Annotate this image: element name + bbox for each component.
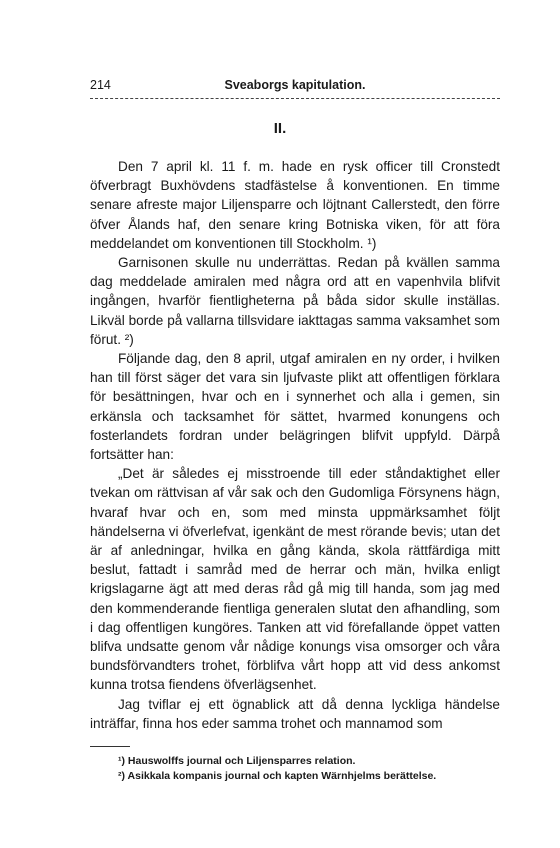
paragraph: Följande dag, den 8 april, utgaf amiralen en ny order, i hvilken han till först säger det vara sin ljufvaste plikt att offentligen förklara för besättningen, hvar och en i synnerhet och alla i gemen, sin erkänsla och tacksamhet för sättet, hvarmed konungens och fosterlandets fordran under belägringen blifvit uppfyld. Därpå fortsätter han:: [90, 351, 500, 463]
page-header: [90, 78, 500, 96]
running-title: Sveaborgs kapitulation.: [224, 78, 366, 92]
paragraph: Den 7 april kl. 11 f. m. hade en rysk officer till Cronstedt öfverbragt Buxhövdens stadfästelse å konventionen. En timme senare afreste major Liljensparre och löjtnant Callerstedt, den förre öfver Ålands haf, den senare kring Botniska viken, för att föra meddelandet om konventionen till Stockholm. ¹): [90, 159, 500, 251]
footnotes: [118, 754, 508, 784]
paragraph: Garnisonen skulle nu underrättas. Redan på kvällen samma dag meddelade amiralen med några ord att en vapenhvila blifvit ingången, hvarför fientligheterna på båda sidor skulle inställas. Likväl borde på vallarna tillsvidare iakttagas samma vaksamhet som förut. ²): [90, 255, 500, 347]
header-divider: [90, 98, 500, 99]
page-number: 214: [90, 78, 111, 92]
paragraph: „Det är således ej misstroende till eder ståndaktighet eller tvekan om rättvisan af vår sak och den Gudomliga Försynens hägn, hvaraf hvar och en, som med minsta uppmärksamhet följt händelserna vi öfverlefvat, igenkänt de mest rörande bevis; utan det är af anledningar, hvilka en gång kända, skola rättfärdiga mitt beslut, fattadt i samråd med de herrar och män, hvilka enligt krigslagarne ägt att med deras råd gå mig till handa, som jag med den kommenderande fientliga generalen slutat den afhandling, som i dag offentligen kungöres. Tanken att vid förefallande öppet vatten blifva undsatte genom vår nådige konungs visa omsorger och våra bundsförvandters trohet, förblifva vårt hopp att vid dess ankomst kunna trotsa fiendens öfverlägsenhet.: [90, 466, 500, 693]
footnote-divider: [90, 746, 130, 747]
footnote: ²) Asikkala kompanis journal och kapten Wärnhjelms berättelse.: [118, 770, 437, 782]
body-text: [90, 157, 500, 733]
footnote: ¹) Hauswolffs journal och Liljensparres relation.: [118, 755, 356, 767]
paragraph: Jag tviflar ej ett ögnablick att då denna lyckliga händelse inträffar, finna hos eder samma trohet och mannamod som: [90, 696, 500, 731]
section-heading: II.: [273, 120, 287, 137]
